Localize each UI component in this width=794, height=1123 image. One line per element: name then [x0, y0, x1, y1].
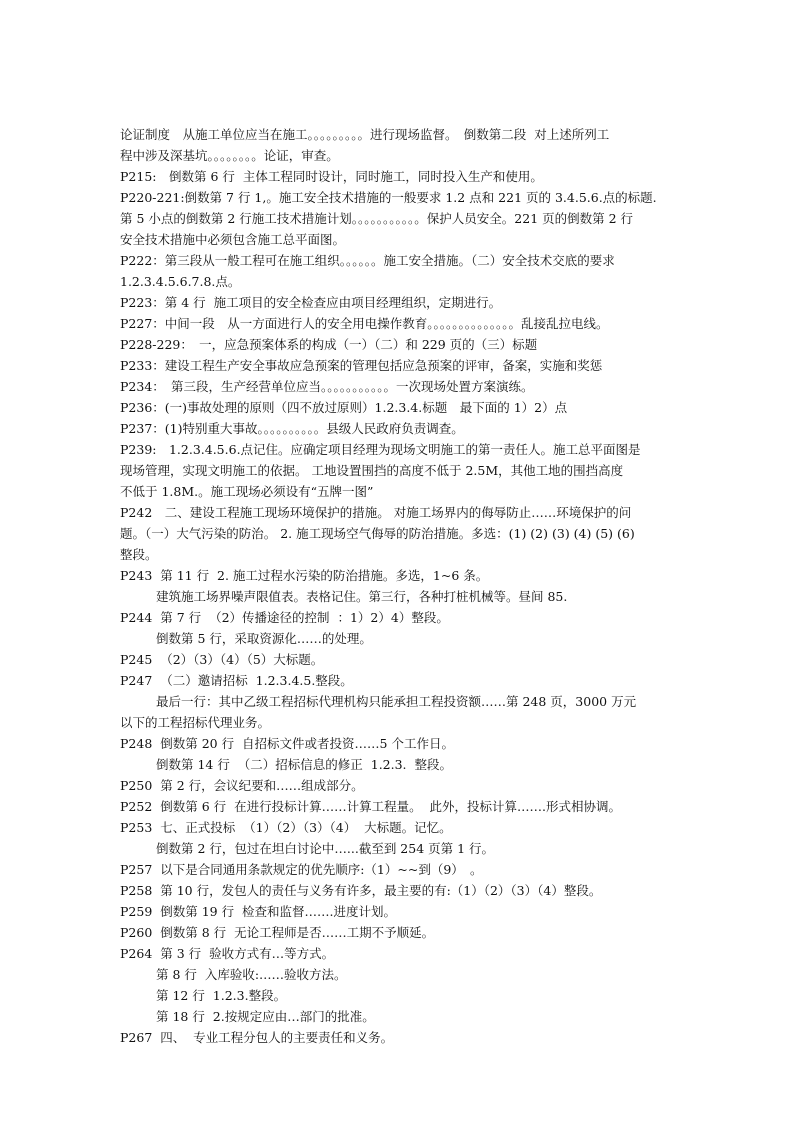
text-line: 程中涉及深基坑。。。。。。。。论证，审查。 — [120, 148, 339, 163]
text-line: P236：(一)事故处理的原则（四不放过原则）1.2.3.4.标题 最下面的 1）2）点 — [120, 400, 568, 415]
text-line: 倒数第 2 行，包过在坦白讨论中…...截至到 254 页第 1 行。 — [156, 841, 495, 856]
text-line: P250 第 2 行，会议纪要和……组成部分。 — [120, 778, 364, 793]
text-line: 倒数第 5 行，采取资源化……的处理。 — [156, 631, 372, 646]
text-line: P253 七、正式投标 （1）（2）（3）（4） 大标题。记忆。 — [120, 820, 452, 835]
text-line: P247 （二）邀请招标 1.2.3.4.5.整段。 — [120, 673, 353, 688]
text-line: 以下的工程招标代理业务。 — [120, 715, 271, 730]
text-line: 题。（一）大气污染的防治。 2. 施工现场空气侮辱的防治措施。多选：(1) (2) (3) (4) (5) (6) — [120, 526, 635, 541]
text-line: P233：建设工程生产安全事故应急预案的管理包括应急预案的评审，备案，实施和奖惩 — [120, 358, 603, 373]
document-body — [120, 124, 678, 1048]
text-line: P252 倒数第 6 行 在进行投标计算……计算工程量。 此外，投标计算…….形式相协调。 — [120, 799, 621, 814]
text-line: 整段。 — [120, 547, 158, 562]
text-line: P222：第三段从一般工程可在施工组织。。。。。。施工安全措施。（二）安全技术交底的要求 — [120, 253, 615, 268]
text-line: 现场管理，实现文明施工的依据。 工地设置围挡的高度不低于 2.5M，其他工地的围挡高度 — [120, 463, 624, 478]
text-line: P259 倒数第 19 行 检查和监督…….进度计划。 — [120, 904, 396, 919]
text-line: P258 第 10 行，发包人的责任与义务有许多，最主要的有:（1）（2）（3）（4）整段。 — [120, 883, 602, 898]
text-line: 最后一行：其中乙级工程招标代理机构只能承担工程投资额……第 248 页，3000 万元 — [156, 694, 637, 709]
text-line: P220-221:倒数第 7 行 1,。施工安全技术措施的一般要求 1.2 点和 221 页的 3.4.5.6.点的标题. — [120, 190, 657, 205]
text-line: P267 四、 专业工程分包人的主要责任和义务。 — [120, 1030, 394, 1045]
text-line: P245 （2）（3）（4）（5）大标题。 — [120, 652, 324, 667]
text-line: P248 倒数第 20 行 自招标文件或者投资……5 个工作日。 — [120, 736, 454, 751]
text-line: 1.2.3.4.5.6.7.8.点。 — [120, 274, 241, 289]
text-line: P243 第 11 行 2. 施工过程水污染的防治措施。多选，1~6 条。 — [120, 568, 489, 583]
text-line: 不低于 1.8M.。施工现场必须设有“五牌一图” — [120, 484, 374, 499]
text-line: P234： 第三段，生产经营单位应当。。。。。。。。。。。一次现场处置方案演练。 — [120, 379, 534, 394]
text-line: 第 8 行 入库验收:……验收方法。 — [156, 967, 347, 982]
text-line: P223：第 4 行 施工项目的安全检查应由项目经理组织，定期进行。 — [120, 295, 502, 310]
text-line: 倒数第 14 行 （二）招标信息的修正 1.2.3. 整段。 — [156, 757, 452, 772]
text-line: P242 二、建设工程施工现场环境保护的措施。 对施工场界内的侮辱防止……环境保护的问 — [120, 505, 632, 520]
text-line: P264 第 3 行 验收方式有…等方式。 — [120, 946, 335, 961]
text-line: P215: 倒数第 6 行 主体工程同时设计，同时施工，同时投入生产和使用。 — [120, 169, 543, 184]
text-line: 第 12 行 1.2.3.整段。 — [156, 988, 287, 1003]
text-line: 安全技术措施中必须包含施工总平面图。 — [120, 232, 346, 247]
text-line: P239: 1.2.3.4.5.6.点记住。应确定项目经理为现场文明施工的第一责任人。施工总平面图是 — [120, 442, 641, 457]
text-line: P244 第 7 行 （2）传播途径的控制 ：1）2）4）整段。 — [120, 610, 449, 625]
text-line: P227：中间一段 从一方面进行人的安全用电操作教育。。。。。。。。。。。。。。乱接乱拉电线。 — [120, 316, 609, 331]
text-line: P237：(1)特别重大事故。。。。。。。。。。县级人民政府负责调查。 — [120, 421, 464, 436]
text-line: 论证制度 从施工单位应当在施工。。。。。。。。。进行现场监督。 倒数第二段 对上述所列工 — [120, 127, 610, 142]
text-line: 第 5 小点的倒数第 2 行施工技术措施计划。。。。。。。。。。。保护人员安全。221 页的倒数第 2 行 — [120, 211, 634, 226]
text-line: 第 18 行 2.按规定应由…部门的批准。 — [156, 1009, 375, 1024]
text-line: P260 倒数第 8 行 无论工程师是否……工期不予顺延。 — [120, 925, 435, 940]
text-line: 建筑施工场界噪声限值表。表格记住。第三行，各种打桩机械等。昼间 85. — [156, 589, 568, 604]
text-line: P257 以下是合同通用条款规定的优先顺序:（1）~~到（9） 。 — [120, 862, 483, 877]
text-line: P228-229： 一，应急预案体系的构成（一）（二）和 229 页的（三）标题 — [120, 337, 538, 352]
